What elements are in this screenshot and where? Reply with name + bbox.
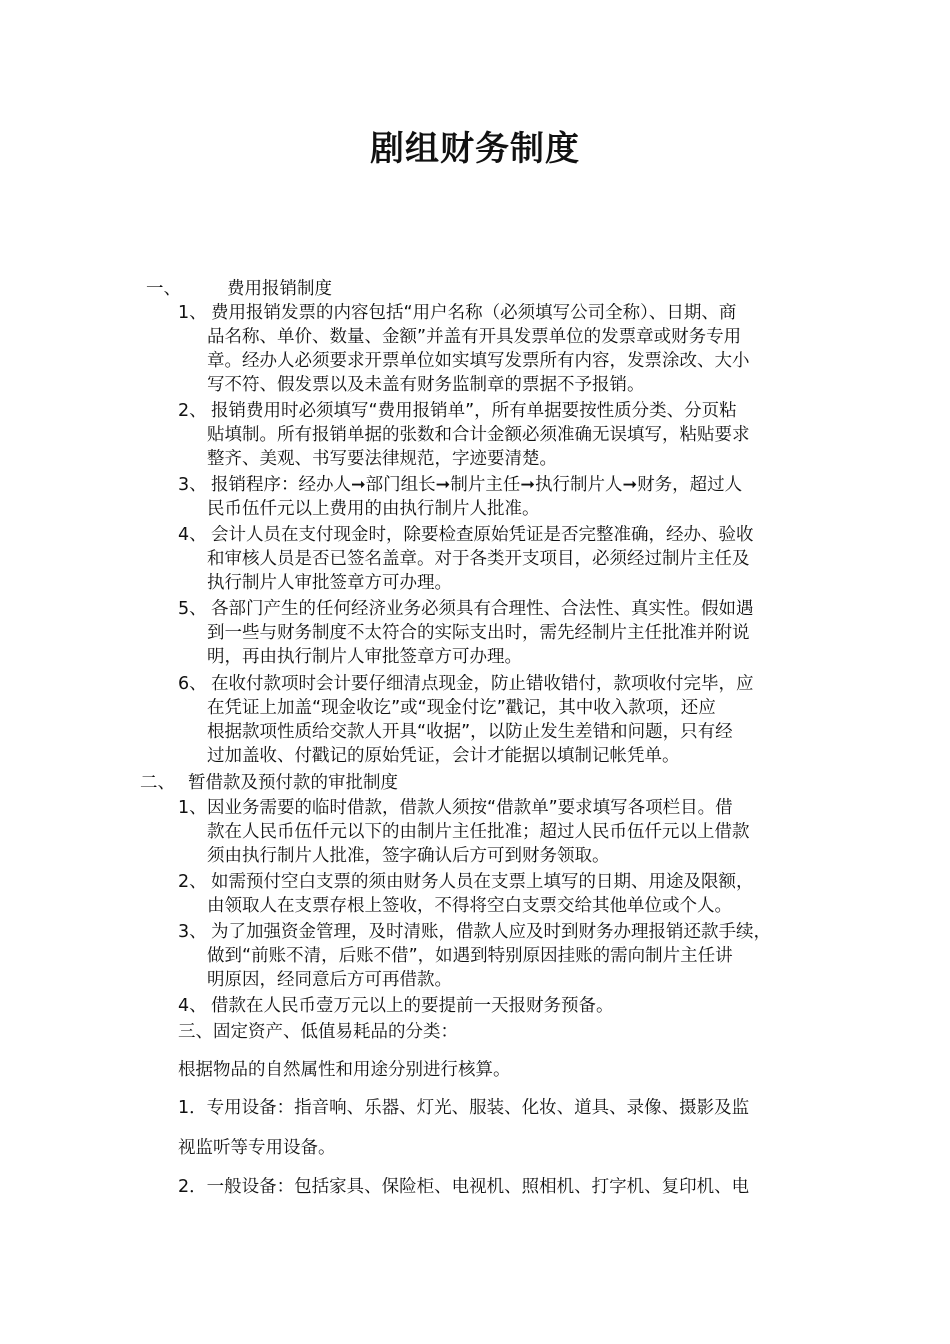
item-number: 1、 xyxy=(178,798,207,818)
item-line: 借款在人民币壹万元以上的要提前一天报财务预备。 xyxy=(211,996,614,1016)
item-line: 品名称、单价、数量、金额”并盖有开具发票单位的发票章或财务专用 xyxy=(207,327,742,347)
item-line: 章。经办人必须要求开票单位如实填写发票所有内容，发票涂改、大小 xyxy=(207,351,750,371)
item-line: 费用报销发票的内容包括“用户名称（必须填写公司全称）、日期、商 xyxy=(211,303,737,323)
item-line: 由领取人在支票存根上签收，不得将空白支票交给其他单位或个人。 xyxy=(207,896,732,916)
item-number: 4、 xyxy=(178,996,207,1016)
item-line: 明原因，经同意后方可再借款。 xyxy=(207,970,452,990)
item-line: 到一些与财务制度不太符合的实际支出时，需先经制片主任批准并附说 xyxy=(207,623,750,643)
item-line: 款在人民币伍仟元以下的由制片主任批准；超过人民币伍仟元以上借款 xyxy=(207,822,750,842)
paragraph: 1．专用设备：指音响、乐器、灯光、服装、化妆、道具、录像、摄影及监 xyxy=(178,1098,750,1118)
item-number: 6、 xyxy=(178,674,207,694)
item-line: 执行制片人审批签章方可办理。 xyxy=(207,573,452,593)
item-line: 和审核人员是否已签名盖章。对于各类开支项目，必须经过制片主任及 xyxy=(207,549,750,569)
item-line: 为了加强资金管理，及时清账，借款人应及时到财务办理报销还款手续， xyxy=(211,922,771,942)
item-line: 因业务需要的临时借款，借款人须按“借款单”要求填写各项栏目。借 xyxy=(207,798,733,818)
section-marker: 二、 xyxy=(140,773,175,793)
paragraph: 视监听等专用设备。 xyxy=(178,1138,336,1158)
document-title: 剧组财务制度 xyxy=(370,129,580,169)
item-line: 根据款项性质给交款人开具“收据”，以防止发生差错和问题，只有经 xyxy=(207,722,733,742)
section-marker: 一、 xyxy=(146,279,181,299)
item-number: 4、 xyxy=(178,525,207,545)
item-line: 整齐、美观、书写要法律规范，字迹要清楚。 xyxy=(207,449,557,469)
item-line: 明，再由执行制片人审批签章方可办理。 xyxy=(207,647,522,667)
paragraph: 根据物品的自然属性和用途分别进行核算。 xyxy=(178,1060,511,1080)
paragraph: 2．一般设备：包括家具、保险柜、电视机、照相机、打字机、复印机、电 xyxy=(178,1177,750,1197)
item-number: 3、 xyxy=(178,922,207,942)
item-line: 报销费用时必须填写“费用报销单”，所有单据要按性质分类、分页粘 xyxy=(211,401,737,421)
section-heading: 暂借款及预付款的审批制度 xyxy=(188,773,398,793)
item-line: 民币伍仟元以上费用的由执行制片人批准。 xyxy=(207,499,540,519)
item-line: 做到“前账不清，后账不借”，如遇到特别原因挂账的需向制片主任讲 xyxy=(207,946,733,966)
item-line: 须由执行制片人批准，签字确认后方可到财务领取。 xyxy=(207,846,610,866)
item-line: 贴填制。所有报销单据的张数和合计金额必须准确无误填写，粘贴要求 xyxy=(207,425,750,445)
item-number: 3、 xyxy=(178,475,207,495)
section-heading: 三、固定资产、低值易耗品的分类： xyxy=(178,1022,458,1042)
item-number: 2、 xyxy=(178,401,207,421)
item-line: 在凭证上加盖“现金收讫”或“现金付讫”戳记，其中收入款项，还应 xyxy=(207,698,716,718)
item-line: 如需预付空白支票的须由财务人员在支票上填写的日期、用途及限额， xyxy=(211,872,754,892)
item-number: 1、 xyxy=(178,303,207,323)
item-line: 写不符、假发票以及未盖有财务监制章的票据不予报销。 xyxy=(207,375,645,395)
item-line: 过加盖收、付戳记的原始凭证，会计才能据以填制记帐凭单。 xyxy=(207,746,680,766)
item-line: 在收付款项时会计要仔细清点现金，防止错收错付，款项收付完毕，应 xyxy=(211,674,754,694)
item-number: 5、 xyxy=(178,599,207,619)
item-line: 各部门产生的任何经济业务必须具有合理性、合法性、真实性。假如遇 xyxy=(211,599,754,619)
section-heading: 费用报销制度 xyxy=(227,279,332,299)
item-line: 会计人员在支付现金时，除要检查原始凭证是否完整准确，经办、验收 xyxy=(211,525,754,545)
item-number: 2、 xyxy=(178,872,207,892)
item-line: 报销程序：经办人➞部门组长➞制片主任➞执行制片人➞财务，超过人 xyxy=(211,475,743,495)
